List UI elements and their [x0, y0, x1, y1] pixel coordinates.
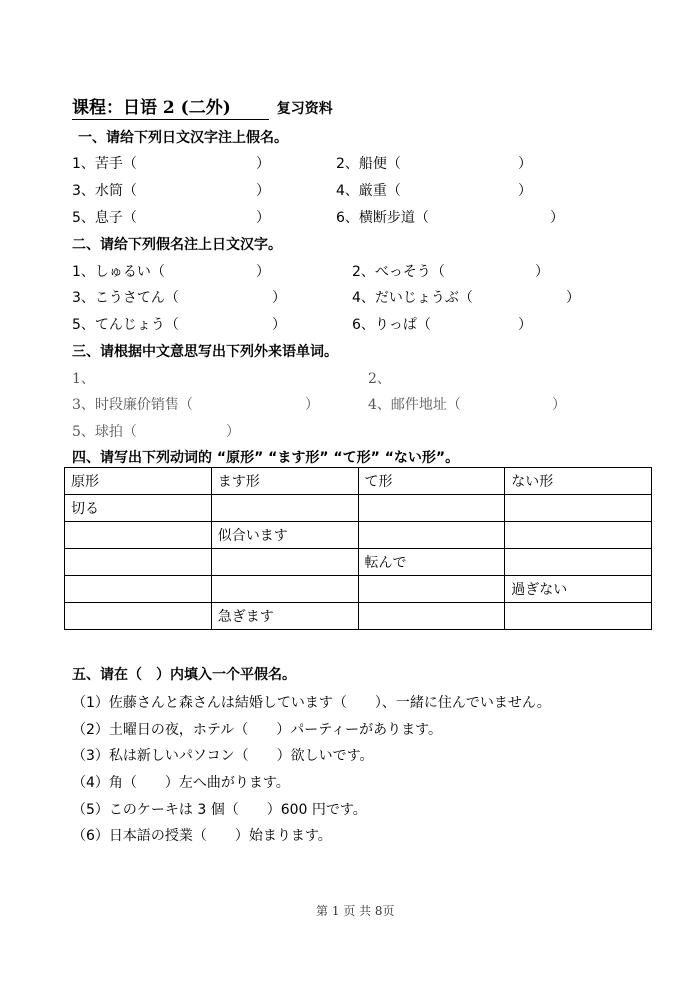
s3-item-2: 2、 — [368, 371, 391, 387]
s1-item-2: 2、船便（ — [336, 156, 401, 172]
s2-item-6: 6、りっぱ（ — [352, 317, 431, 333]
s3-item-3-close: ） — [305, 397, 319, 413]
s2-item-3-close: ） — [272, 290, 286, 306]
document-header — [72, 97, 333, 121]
s1-item-4: 4、厳重（ — [336, 183, 401, 199]
s2-item-5: 5、てんじょう（ — [72, 317, 179, 333]
s2-item-4-close: ） — [566, 290, 580, 306]
section-3-title: 三、请根据中文意思写出下列外来语单词。 — [72, 344, 338, 360]
s5-item-3: （3）私は新しいパソコン（ ）欲しいです。 — [72, 748, 374, 764]
table-cell — [505, 549, 652, 576]
s1-item-4-close: ） — [518, 183, 532, 199]
s3-item-5-close: ） — [226, 424, 240, 440]
s1-item-6-close: ） — [550, 210, 564, 226]
s1-item-3: 3、水筒（ — [72, 183, 137, 199]
table-cell — [358, 495, 505, 522]
table-cell — [358, 522, 505, 549]
table-row — [65, 576, 652, 603]
s2-item-1-close: ） — [256, 264, 270, 280]
table-row — [65, 603, 652, 630]
s5-item-5: （5）このケーキは 3 個（ ）600 円です。 — [72, 802, 367, 818]
s1-item-2-close: ） — [518, 156, 532, 172]
table-cell: 過ぎない — [505, 576, 652, 603]
table-row — [65, 522, 652, 549]
table-cell: 転んで — [358, 549, 505, 576]
s1-item-6: 6、横断步道（ — [336, 210, 429, 226]
s1-item-3-close: ） — [256, 183, 270, 199]
s1-item-1: 1、苦手（ — [72, 156, 137, 172]
table-cell — [211, 495, 358, 522]
header-cell: 原形 — [65, 468, 212, 495]
s2-item-4: 4、だいじょうぶ（ — [352, 290, 473, 306]
s1-item-5-close: ） — [256, 210, 270, 226]
table-cell — [358, 576, 505, 603]
table-cell — [65, 576, 212, 603]
table-cell: 急ぎます — [211, 603, 358, 630]
table-cell: 切る — [65, 495, 212, 522]
table-cell — [211, 549, 358, 576]
s5-item-2: （2）土曜日の夜，ホテル（ ）パーティーがあります。 — [72, 722, 442, 738]
table-cell — [65, 522, 212, 549]
table-cell — [358, 603, 505, 630]
table-cell — [505, 603, 652, 630]
table-cell — [505, 495, 652, 522]
s5-item-6: （6）日本語の授業（ ）始まります。 — [72, 828, 332, 844]
table-cell — [211, 576, 358, 603]
s5-item-4: （4）角（ ）左へ曲がります。 — [72, 775, 290, 791]
table-cell — [505, 522, 652, 549]
s5-item-1: （1）佐藤さんと森さんは結婚しています（ ）、一緒に住んでいません。 — [72, 695, 551, 711]
s2-item-5-close: ） — [272, 317, 286, 333]
course-title: 课程：日语 2 (二外) — [72, 97, 269, 120]
s3-item-5: 5、球拍（ — [72, 424, 137, 440]
s2-item-1: 1、しゅるい（ — [72, 264, 165, 280]
s3-item-1: 1、 — [72, 371, 95, 387]
review-label: 复习资料 — [276, 101, 333, 117]
section-4-title: 四、请写出下列动词的 “原形” “ます形” “て形” “ない形”。 — [72, 450, 460, 466]
header-cell: て形 — [358, 468, 505, 495]
section-2-title: 二、请给下列假名注上日文汉字。 — [72, 237, 282, 253]
s1-item-5: 5、息子（ — [72, 210, 137, 226]
s3-item-4-close: ） — [552, 397, 566, 413]
section-5-title: 五、请在（ ）内填入一个平假名。 — [72, 667, 296, 683]
table-row — [65, 495, 652, 522]
s3-item-3: 3、时段廉价销售（ — [72, 397, 193, 413]
header-cell: ます形 — [211, 468, 358, 495]
section-1-title: 一、请给下列日文汉字注上假名。 — [78, 130, 288, 146]
s2-item-6-close: ） — [518, 317, 532, 333]
s2-item-2: 2、べっそう（ — [352, 264, 445, 280]
s1-item-1-close: ） — [256, 156, 270, 172]
table-cell — [65, 549, 212, 576]
s2-item-2-close: ） — [535, 264, 549, 280]
s3-item-4: 4、邮件地址（ — [368, 397, 461, 413]
s2-item-3: 3、こうさてん（ — [72, 290, 179, 306]
verb-forms-table — [64, 467, 652, 630]
header-cell: ない形 — [505, 468, 652, 495]
table-row — [65, 549, 652, 576]
page-number: 第 1 页 共 8页 — [316, 904, 395, 918]
table-cell: 似合います — [211, 522, 358, 549]
table-header-row — [65, 468, 652, 495]
table-cell — [65, 603, 212, 630]
